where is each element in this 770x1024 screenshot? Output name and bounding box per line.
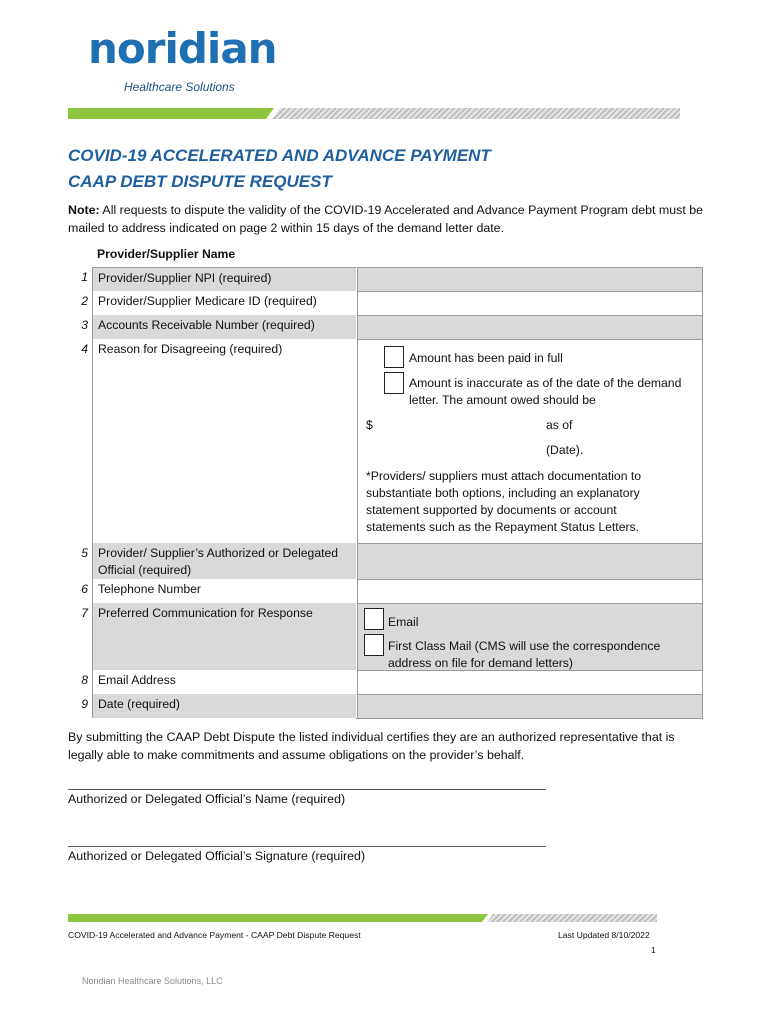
table-row-npi xyxy=(68,267,703,291)
row-number: 7 xyxy=(81,606,88,620)
row-number: 3 xyxy=(81,318,88,332)
email-checkbox[interactable] xyxy=(364,608,384,630)
official-name-label: Authorized or Delegated Official’s Name (required) xyxy=(68,792,346,806)
logo-subtitle: Healthcare Solutions xyxy=(124,80,235,94)
row-label: Accounts Receivable Number (required) xyxy=(92,315,356,339)
name-signature-line[interactable] xyxy=(68,789,546,790)
npi-input[interactable] xyxy=(357,267,703,291)
footer-green-bar xyxy=(68,914,488,922)
row-label: Provider/ Supplier’s Authorized or Delegated Official (required) xyxy=(92,543,356,579)
table-row-authorized-official xyxy=(68,543,703,579)
amount-inaccurate-checkbox[interactable] xyxy=(384,372,404,394)
paid-in-full-checkbox[interactable] xyxy=(384,346,404,368)
medicare-id-input[interactable] xyxy=(357,291,703,315)
first-class-mail-label: First Class Mail (CMS will use the correspondence address on file for demand letters) xyxy=(388,639,661,670)
footer-page-number: 1 xyxy=(651,945,656,955)
header-hatched-bar xyxy=(272,108,680,119)
row-label: Provider/Supplier Medicare ID (required) xyxy=(92,291,356,315)
first-class-mail-checkbox[interactable] xyxy=(364,634,384,656)
table-bottom-border xyxy=(356,718,703,719)
communication-cell xyxy=(357,603,703,670)
table-row-reason xyxy=(68,339,703,543)
page-title-line1: COVID-19 ACCELERATED AND ADVANCE PAYMENT xyxy=(68,146,491,165)
footer-last-updated: Last Updated 8/10/2022 xyxy=(558,930,650,940)
row-number: 2 xyxy=(81,294,88,308)
ar-number-input[interactable] xyxy=(357,315,703,339)
row-number: 1 xyxy=(81,270,88,284)
row-label: Reason for Disagreeing (required) xyxy=(92,339,356,543)
reason-cell xyxy=(357,339,703,543)
row-number: 5 xyxy=(81,546,88,560)
row-label: Preferred Communication for Response xyxy=(92,603,356,670)
signature-line[interactable] xyxy=(68,846,546,847)
page-title-line2: CAAP DEBT DISPUTE REQUEST xyxy=(68,172,332,191)
table-row-email xyxy=(68,670,703,694)
header-green-bar xyxy=(68,108,274,119)
authorized-official-input[interactable] xyxy=(357,543,703,579)
dollar-sign: $ xyxy=(366,418,373,432)
as-of-label: as of xyxy=(546,418,573,432)
amount-inaccurate-label: Amount is inaccurate as of the date of the demand letter. The amount owed should be xyxy=(409,376,682,407)
paid-in-full-label: Amount has been paid in full xyxy=(409,351,563,365)
date-input[interactable] xyxy=(357,694,703,718)
note-label: Note: xyxy=(68,203,100,217)
amount-owed-input[interactable] xyxy=(380,415,540,435)
email-option-label: Email xyxy=(388,615,419,629)
row-number: 8 xyxy=(81,673,88,687)
note-paragraph xyxy=(68,201,708,237)
footer-document-title: COVID-19 Accelerated and Advance Payment - CAAP Debt Dispute Request xyxy=(68,930,361,940)
provider-name-label: Provider/Supplier Name xyxy=(97,247,236,261)
telephone-input[interactable] xyxy=(357,579,703,603)
certification-text: By submitting the CAAP Debt Dispute the listed individual certifies they are an authorized representative that is legally able to make commitments and assume obligations on the provider’s behalf. xyxy=(68,730,675,762)
row-number: 6 xyxy=(81,582,88,596)
table-row-date xyxy=(68,694,703,718)
official-signature-label: Authorized or Delegated Official’s Signature (required) xyxy=(68,849,366,863)
table-row-telephone xyxy=(68,579,703,603)
row-label: Telephone Number xyxy=(92,579,356,603)
footer-company-name: Noridian Healthcare Solutions, LLC xyxy=(82,976,223,986)
table-row-medicare-id xyxy=(68,291,703,315)
date-label: (Date). xyxy=(546,443,584,457)
row-number: 4 xyxy=(81,342,88,356)
table-row-ar-number xyxy=(68,315,703,339)
row-number: 9 xyxy=(81,697,88,711)
email-address-input[interactable] xyxy=(357,670,703,694)
row-label: Provider/Supplier NPI (required) xyxy=(92,267,356,291)
documentation-footnote: *Providers/ suppliers must attach documentation to substantiate both options, including an explanatory statement supported by documents or account statements such as the Repayment Status Letters. xyxy=(366,469,642,534)
row-label: Date (required) xyxy=(92,694,356,718)
table-row-communication xyxy=(68,603,703,670)
noridian-logo: noridian xyxy=(88,24,277,73)
note-text: All requests to dispute the validity of the COVID-19 Accelerated and Advance Payment Program debt must be mailed to address indicated on page 2 within 15 days of the demand letter date. xyxy=(68,203,704,235)
footer-hatched-bar xyxy=(487,914,657,922)
row-label: Email Address xyxy=(92,670,356,694)
